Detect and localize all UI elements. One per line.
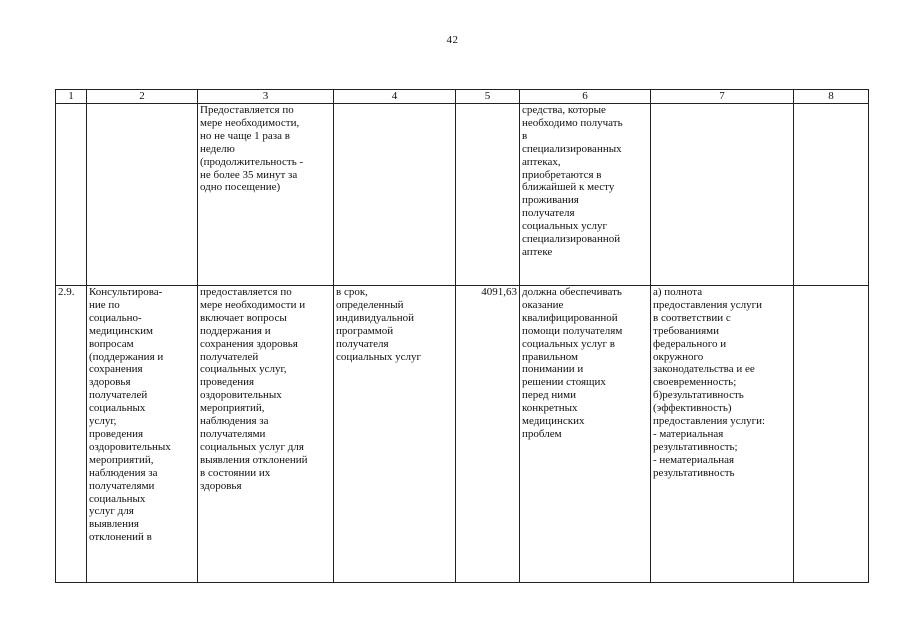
header-col-5: 5: [456, 90, 520, 104]
cell-col8: [794, 286, 869, 583]
header-col-6: 6: [520, 90, 651, 104]
services-table: [55, 89, 869, 583]
cell-number: 2.9.: [56, 286, 87, 583]
cell-service-name: Консультирова- ние по социально- медицинским вопросам (поддержания и сохранения здоровья получателей социальных услуг, проведения оздоровительных мероприятий, наблюдения за получателями социальных услуг для выявления отклонений в: [87, 286, 198, 583]
cell-tariff: [456, 104, 520, 286]
cell-service-name: [87, 104, 198, 286]
cell-quality-indicators: должна обеспечивать оказание квалифицированной помощи получателям социальных услуг в правильном понимании и решении стоящих перед ними конкретных медицинских проблем: [520, 286, 651, 583]
cell-quality-indicators: средства, которые необходимо получать в специализированных аптеках, приобретаются в ближайшей к месту проживания получателя социальных услуг специализированной аптеке: [520, 104, 651, 286]
header-col-2: 2: [87, 90, 198, 104]
page-number: 42: [446, 34, 459, 46]
cell-number: [56, 104, 87, 286]
header-col-4: 4: [334, 90, 456, 104]
header-col-8: 8: [794, 90, 869, 104]
cell-evaluation: а) полнота предоставления услуги в соответствии с требованиями федерального и окружного законодательства и ее своевременность; б)результативность (эффективность) предоставления услуги: - материальная результативность; - нематериальная результативность: [651, 286, 794, 583]
cell-description: Предоставляется по мере необходимости, но не чаще 1 раза в неделю (продолжительность - не более 35 минут за одно посещение): [198, 104, 334, 286]
header-col-3: 3: [198, 90, 334, 104]
header-col-7: 7: [651, 90, 794, 104]
cell-evaluation: [651, 104, 794, 286]
cell-term: в срок, определенный индивидуальной программой получателя социальных услуг: [334, 286, 456, 583]
cell-term: [334, 104, 456, 286]
cell-col8: [794, 104, 869, 286]
table-row-continuation: [56, 104, 869, 286]
cell-description: предоставляется по мере необходимости и включает вопросы поддержания и сохранения здоровья получателей социальных услуг, проведения оздоровительных мероприятий, наблюдения за получателями социальных услуг для выявления отклонений в состоянии их здоровья: [198, 286, 334, 583]
header-row: [56, 90, 869, 104]
cell-tariff: 4091,63: [456, 286, 520, 583]
header-col-1: 1: [56, 90, 87, 104]
table-row-2-9: [56, 286, 869, 583]
